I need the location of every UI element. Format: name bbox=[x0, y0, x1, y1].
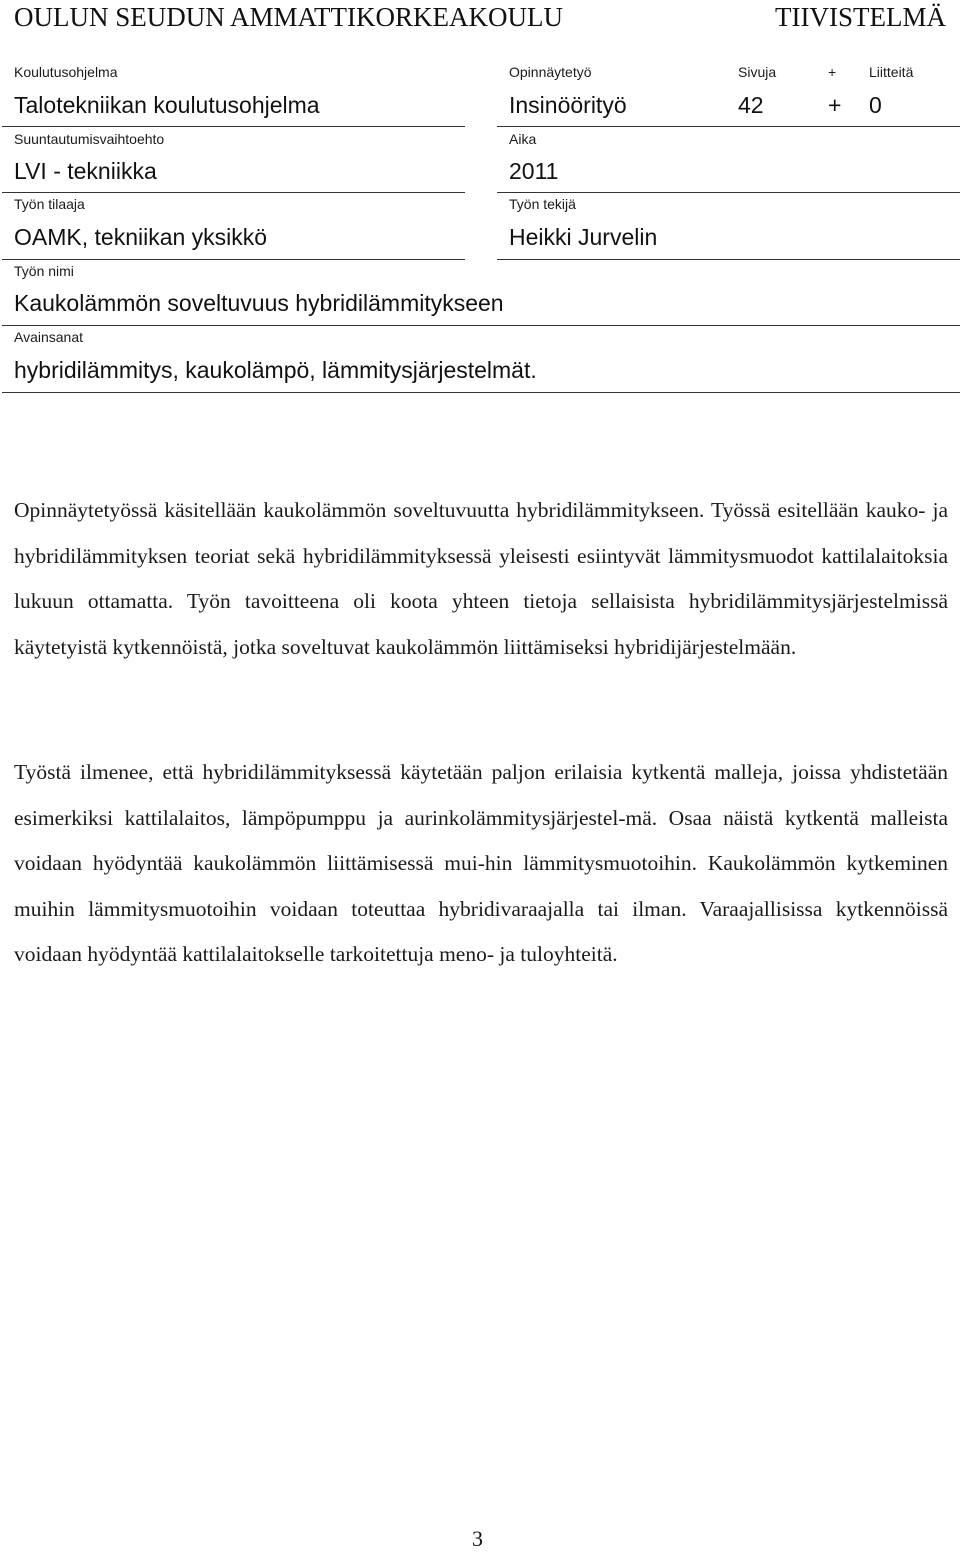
specialization-value: LVI - tekniikka bbox=[14, 158, 157, 184]
title-label: Työn nimi bbox=[14, 263, 74, 279]
specialization-label: Suuntautumisvaihtoehto bbox=[14, 131, 165, 147]
thesis-value: Insinöörityö bbox=[509, 92, 627, 118]
keywords-value: hybridilämmitys, kaukolämpö, lämmitysjärjestelmät. bbox=[14, 357, 537, 383]
program-value: Talotekniikan koulutusohjelma bbox=[14, 92, 320, 118]
school-name: OULUN SEUDUN AMMATTIKORKEAKOULU bbox=[14, 2, 563, 32]
divider-line bbox=[2, 325, 960, 326]
appendices-value: 0 bbox=[869, 92, 882, 118]
divider-line bbox=[2, 192, 465, 193]
time-label: Aika bbox=[509, 131, 537, 147]
author-label: Työn tekijä bbox=[509, 196, 576, 212]
thesis-label: Opinnäytetyö bbox=[509, 64, 592, 80]
thesis-title: Kaukolämmön soveltuvuus hybridilämmitykseen bbox=[14, 290, 504, 316]
appendices-label: Liitteitä bbox=[869, 64, 914, 80]
divider-line bbox=[497, 192, 960, 193]
divider-line bbox=[2, 392, 960, 393]
client-label: Työn tilaaja bbox=[14, 196, 85, 212]
program-label: Koulutusohjelma bbox=[14, 64, 118, 80]
client-value: OAMK, tekniikan yksikkö bbox=[14, 224, 268, 250]
abstract-paragraph-2: Työstä ilmenee, että hybridilämmityksessä käytetään paljon erilaisia kytkentä malleja, joissa yhdistetään esimerkiksi kattilalaitos, lämpöpumppu ja aurinkolämmitysjärjestel-mä. Osaa näistä kytkentä malleista voidaan hyödyntää kaukolämmön liittämisessä mui-hin lämmitysmuotoihin. Kaukolämmön kytkeminen muihin lämmitysmuotoihin voidaan toteuttaa hybridivaraajalla tai ilman. Varaajallisissa kytkennöissä voidaan hyödyntää kattilalaitokselle tarkoitettuja meno- ja tuloyhteitä. bbox=[14, 760, 948, 966]
author-value: Heikki Jurvelin bbox=[509, 224, 658, 250]
document-type: TIIVISTELMÄ bbox=[775, 2, 946, 32]
plus-label: + bbox=[828, 64, 837, 80]
pages-value: 42 bbox=[738, 92, 764, 118]
keywords-label: Avainsanat bbox=[14, 329, 84, 345]
divider-line bbox=[2, 259, 465, 260]
divider-line bbox=[497, 259, 960, 260]
divider-line bbox=[2, 126, 465, 127]
page-number: 3 bbox=[472, 1526, 483, 1551]
abstract-paragraph-1: Opinnäytetyössä käsitellään kaukolämmön soveltuvuutta hybridilämmitykseen. Työssä esitellään kauko- ja hybridilämmityksen teoriat sekä hybridilämmityksessä yleisesti esiintyvät lämmitysmuodot kattilalaitoksia lukuun ottamatta. Työn tavoitteena oli koota yhteen tietoja sellaisista hybridilämmitysjärjestelmissä käytetyistä kytkennöistä, jotka soveltuvat kaukolämmön liittämiseksi hybridijärjestelmään. bbox=[14, 498, 948, 659]
plus-value: + bbox=[828, 92, 842, 118]
divider-line bbox=[497, 126, 960, 127]
time-value: 2011 bbox=[509, 158, 559, 184]
pages-label: Sivuja bbox=[738, 64, 777, 80]
